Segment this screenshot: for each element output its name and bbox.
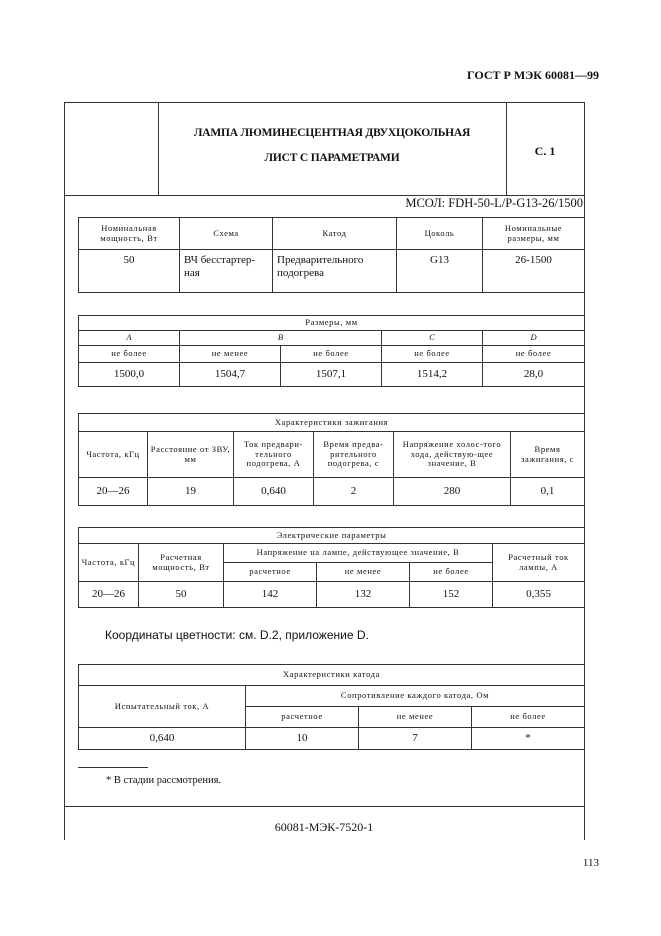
ign-header-frequency: Частота, кГц <box>79 432 148 478</box>
dim-value-d: 28,0 <box>483 363 585 387</box>
cat-sub-rated: расчетное <box>246 707 359 728</box>
dim-limit-b-max: не более <box>281 346 382 363</box>
el-header-voltage: Напряжение на лампе, действующее значение, В <box>224 544 493 563</box>
dimensions-table <box>78 315 585 387</box>
dim-value-b-max: 1507,1 <box>281 363 382 387</box>
dim-limit-b-min: не менее <box>180 346 281 363</box>
ign-header-preheat-current: Ток предвари-тельного подогрева, А <box>234 432 314 478</box>
frame-title-left <box>158 102 159 195</box>
dim-limit-d: не более <box>483 346 585 363</box>
cat-sub-max: не более <box>472 707 585 728</box>
dim-letter-c: C <box>382 331 483 346</box>
el-value-voltage-max: 152 <box>410 582 493 608</box>
cat-value-max: * <box>472 728 585 750</box>
lamp-designation: МСОЛ: FDH-50-L/P-G13-26/1500 <box>405 196 583 210</box>
cat-value-min: 7 <box>359 728 472 750</box>
ign-header-preheat-time: Время предва-рительного подогрева, с <box>314 432 394 478</box>
el-value-voltage-min: 132 <box>317 582 410 608</box>
electrical-title: Электрические параметры <box>79 528 585 544</box>
sheet-number: С. 1 <box>534 144 556 158</box>
general-table <box>78 217 585 293</box>
cat-value-current: 0,640 <box>79 728 246 750</box>
cat-value-rated: 10 <box>246 728 359 750</box>
ignition-table <box>78 413 585 506</box>
cat-header-test-current: Испытательный ток, А <box>79 686 246 728</box>
dimensions-title: Размеры, мм <box>79 316 585 331</box>
ign-value-open-voltage: 280 <box>394 478 511 506</box>
el-sub-max: не более <box>410 563 493 582</box>
cell-dimensions: 26-1500 <box>483 250 585 293</box>
ign-value-ignition-time: 0,1 <box>511 478 585 506</box>
el-header-power: Расчетная мощность, Вт <box>139 544 224 582</box>
footnote: * В стадии рассмотрения. <box>106 775 222 786</box>
frame-footer-divider <box>64 806 585 807</box>
header-circuit: Схема <box>180 218 273 250</box>
ign-header-open-voltage: Напряжение холос-того хода, действую-щее значение, В <box>394 432 511 478</box>
electrical-table <box>78 527 585 608</box>
header-power: Номинальная мощность, Вт <box>79 218 180 250</box>
ignition-title: Характеристики зажигания <box>79 414 585 432</box>
dim-letter-d: D <box>483 331 585 346</box>
header-cathode: Катод <box>273 218 397 250</box>
el-header-frequency: Частота, кГц <box>79 544 139 582</box>
cell-power: 50 <box>79 250 180 293</box>
title-line-1: ЛАМПА ЛЮМИНЕСЦЕНТНАЯ ДВУХЦОКОЛЬНАЯ <box>193 127 471 139</box>
page-number: 113 <box>582 857 599 869</box>
ign-value-preheat-time: 2 <box>314 478 394 506</box>
cell-cathode: Предварительного подогрева <box>273 250 397 293</box>
dim-value-c: 1514,2 <box>382 363 483 387</box>
el-value-voltage-rated: 142 <box>224 582 317 608</box>
cell-circuit: ВЧ бесстартер-ная <box>180 250 273 293</box>
chromaticity-note: Координаты цветности: см. D.2, приложение D. <box>105 628 369 642</box>
dim-value-a: 1500,0 <box>79 363 180 387</box>
dim-limit-c: не более <box>382 346 483 363</box>
header-dimensions: Номинальные размеры, мм <box>483 218 585 250</box>
cathode-table <box>78 664 585 750</box>
cathode-title: Характеристики катода <box>79 665 585 686</box>
ign-value-frequency: 20—26 <box>79 478 148 506</box>
el-value-current: 0,355 <box>493 582 585 608</box>
title-line-2: ЛИСТ С ПАРАМЕТРАМИ <box>264 152 400 164</box>
dim-letter-b: B <box>180 331 382 346</box>
cat-sub-min: не менее <box>359 707 472 728</box>
el-header-current: Расчетный ток лампы, А <box>493 544 585 582</box>
dim-letter-a: A <box>79 331 180 346</box>
ign-header-distance: Расстояние от ЗВУ, мм <box>148 432 234 478</box>
header-cap: Цоколь <box>397 218 483 250</box>
ign-value-preheat-current: 0,640 <box>234 478 314 506</box>
el-value-frequency: 20—26 <box>79 582 139 608</box>
ign-value-distance: 19 <box>148 478 234 506</box>
el-value-power: 50 <box>139 582 224 608</box>
frame-left <box>64 102 65 840</box>
footnote-rule <box>78 767 148 768</box>
cell-cap: G13 <box>397 250 483 293</box>
dim-limit-a: не более <box>79 346 180 363</box>
el-sub-min: не менее <box>317 563 410 582</box>
el-sub-rated: расчетное <box>224 563 317 582</box>
cat-header-resistance: Сопротивление каждого катода, Ом <box>246 686 585 707</box>
sheet-code: 60081-МЭК-7520-1 <box>274 820 374 834</box>
dim-value-b-min: 1504,7 <box>180 363 281 387</box>
ign-header-ignition-time: Время зажигания, с <box>511 432 585 478</box>
standard-number: ГОСТ Р МЭК 60081—99 <box>467 68 599 82</box>
